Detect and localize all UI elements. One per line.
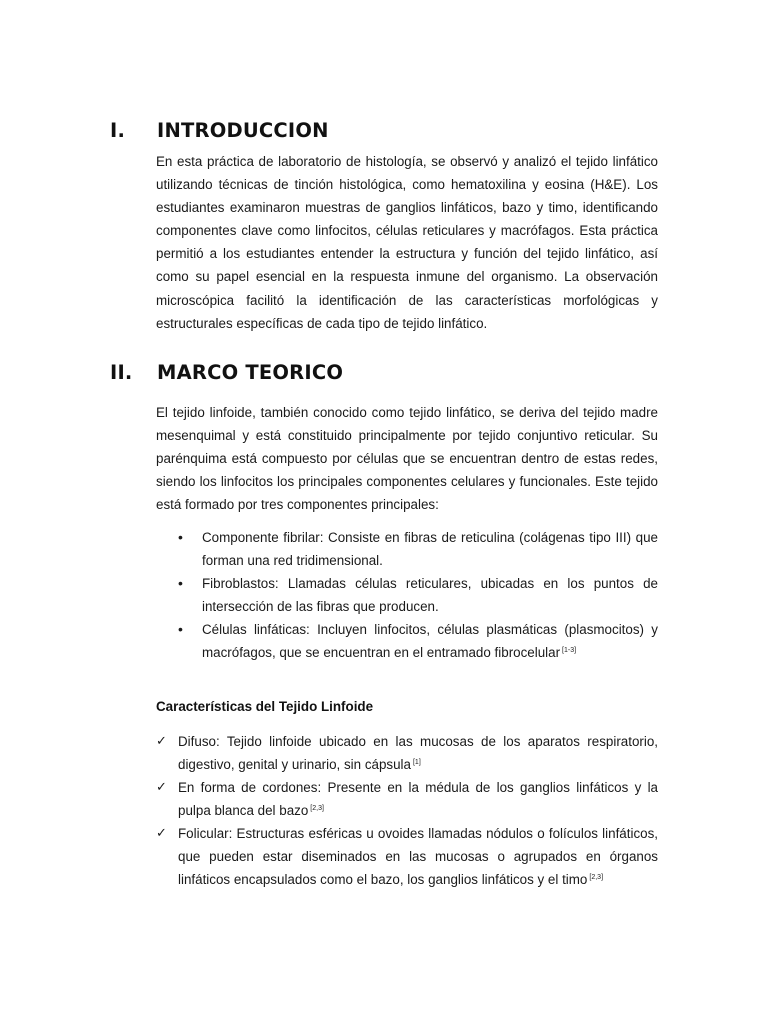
section-title: INTRODUCCION [157,119,329,142]
marco-paragraph: El tejido linfoide, también conocido como tejido linfático, se deriva del tejido madre mesenquimal y está constituido principalmente por tejido conjuntivo reticular. Su parénquima está compuesto por células que se encuentran dentro de estas redes, siendo los linfocitos los principales componentes celulares y funcionales. Este tejido está formado por tres componentes principales: [156,405,658,513]
intro-paragraph: En esta práctica de laboratorio de histología, se observó y analizó el tejido linfático utilizando técnicas de tinción histológica, como hematoxilina y eosina (H&E). Los estudiantes examinaron muestras de ganglios linfáticos, bazo y timo, identificando componentes clave como linfocitos, células reticulares y macrófagos. Esta práctica permitió a los estudiantes entender la estructura y función del tejido linfático, así como su papel esencial en la respuesta inmune del organismo. La observación microscópica facilitó la identificación de las características morfológicas y estructurales específicas de cada tipo de tejido linfático. [156,154,658,331]
list-item-text: Células linfáticas: Incluyen linfocitos, células plasmáticas (plasmocitos) y macrófagos, que se encuentran en el entramado fibrocelular [202,622,658,661]
citation: [1-3] [562,647,577,655]
checklist-item-text: Difuso: Tejido linfoide ubicado en las mucosas de los aparatos respiratorio, digestivo, genital y urinario, sin cápsula [178,734,658,772]
list-item-text: Componente fibrilar: Consiste en fibras de reticulina (colágenas tipo III) que forman una red tridimensional. [202,530,658,569]
section-number: I. [110,119,126,142]
characteristics-checklist [156,730,658,891]
citation: [2,3] [310,805,324,812]
section-heading-marco-teorico [110,361,343,384]
bullet-marker: • [178,621,183,638]
checklist-item-text: Folicular: Estructuras esféricas u ovoides llamadas nódulos o folículos linfáticos, que pueden estar diseminados en las mucosas o agrupados en órganos linfáticos encapsulados como el bazo, los ganglios linfáticos y el timo [178,826,658,887]
bullet-marker: • [178,575,183,592]
checklist-item [156,822,658,891]
list-item [156,526,658,572]
citation: [2,3] [589,874,604,881]
citation: [1] [412,759,421,766]
list-item [156,618,658,664]
list-item-text: Fibroblastos: Llamadas células reticulares, ubicadas en los puntos de intersección de las fibras que producen. [202,576,658,615]
checklist-item-text: En forma de cordones: Presente en la médula de los ganglios linfáticos y la pulpa blanca del bazo [178,780,658,818]
section-heading-introduccion [110,119,329,142]
checklist-item [156,730,658,776]
checklist-item [156,776,658,822]
components-list [156,526,658,665]
bullet-marker: • [178,529,183,545]
section-title: MARCO TEORICO [157,361,344,384]
subsection-heading: Características del Tejido Linfoide [156,699,374,714]
list-item [156,572,658,618]
check-icon: ✓ [156,826,167,841]
check-icon: ✓ [156,734,167,749]
check-icon: ✓ [156,780,167,795]
section-number: II. [110,361,133,384]
